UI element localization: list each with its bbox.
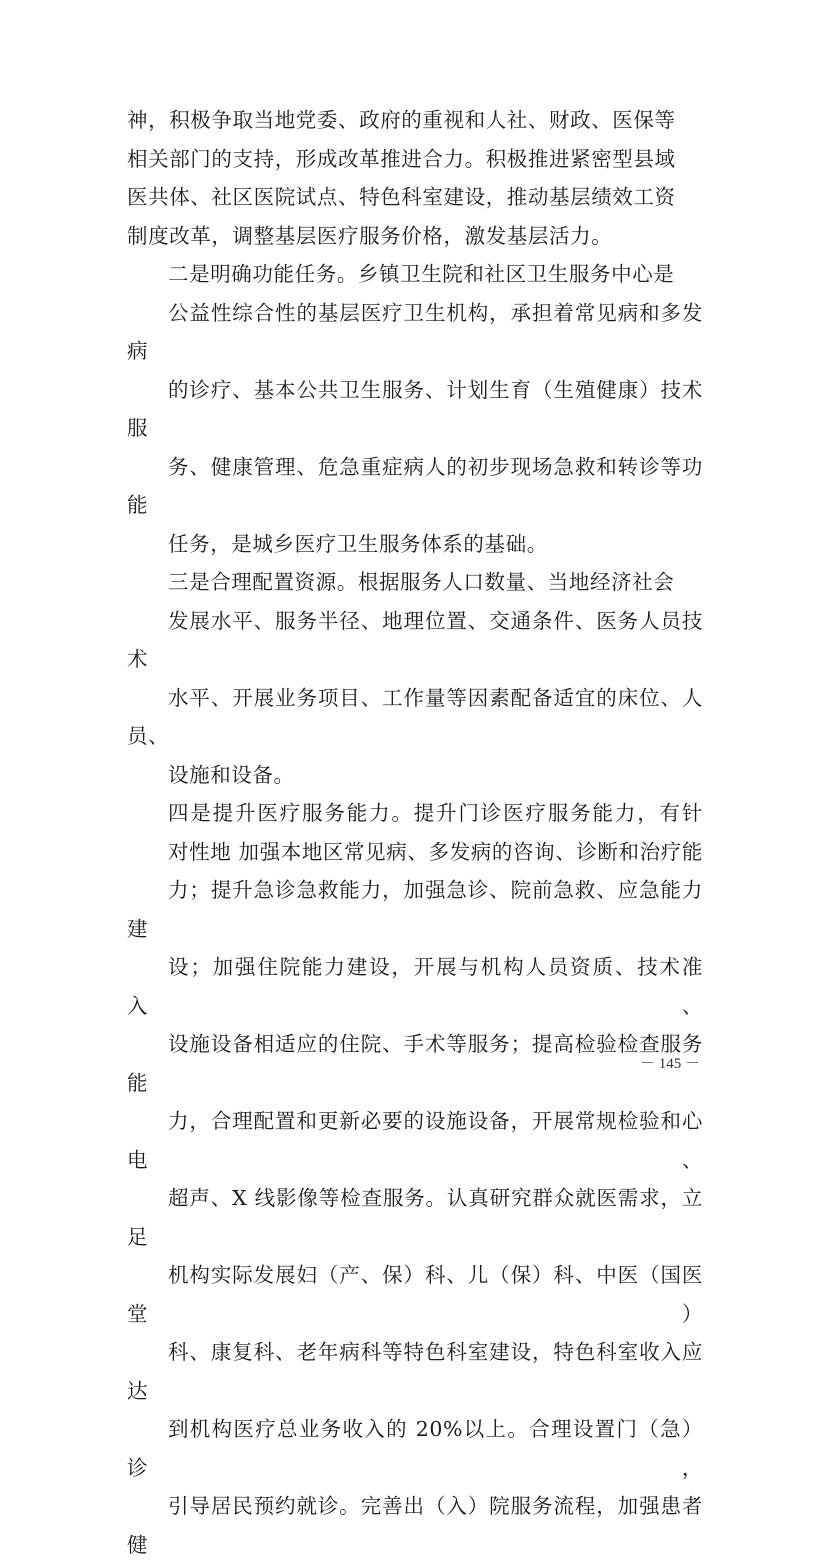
text-line: 发展水平、服务半径、地理位置、交通条件、医务人员技术	[127, 608, 703, 671]
text-line: 的诊疗、基本公共卫生服务、计划生育（生殖健康）技术服	[127, 377, 703, 440]
text-line: 力，合理配置和更新必要的设施设备，开展常规检验和心电、	[127, 1109, 703, 1172]
text-line: 三是合理配置资源。根据服务人口数量、当地经济社会	[168, 570, 675, 594]
text-line: 四是提升医疗服务能力。提升门诊医疗服务能力，有针	[168, 801, 703, 825]
text-line: 务、健康管理、危急重症病人的初步现场急救和转诊等功能	[127, 454, 703, 517]
text-line: 设施设备相适应的住院、手术等服务；提高检验检查服务能	[127, 1032, 703, 1095]
text-line: 科、康复科、老年病科等特色科室建设，特色科室收入应达	[127, 1340, 703, 1403]
paragraph-1	[127, 101, 703, 255]
text-line: 相关部门的支持，形成改革推进合力。积极推进紧密型县域	[127, 146, 676, 171]
text-line: 设；加强住院能力建设，开展与机构人员资质、技术准入、	[127, 955, 703, 1018]
text-line: 到机构医疗总业务收入的 20%以上。合理设置门（急）诊，	[127, 1417, 703, 1480]
page-number: － 145 －	[640, 1056, 701, 1072]
paragraph-2	[127, 255, 703, 563]
text-line: 机构实际发展妇（产、保）科、儿（保）科、中医（国医堂）	[127, 1263, 703, 1326]
text-line: 力；提升急诊急救能力，加强急诊、院前急救、应急能力建	[127, 878, 703, 941]
text-line: 医共体、社区医院试点、特色科室建设，推动基层绩效工资	[127, 185, 676, 209]
text-line: 二是明确功能任务。乡镇卫生院和社区卫生服务中心是	[168, 262, 675, 286]
text-line: 引导居民预约就诊。完善出（入）院服务流程，加强患者健	[127, 1494, 703, 1557]
text-line: 超声、X 线影像等检查服务。认真研究群众就医需求，立足	[127, 1186, 703, 1249]
text-line: 水平、开展业务项目、工作量等因素配备适宜的床位、人员、	[127, 685, 703, 748]
text-line: 任务，是城乡医疗卫生服务体系的基础。	[168, 531, 548, 556]
text-line: 神，积极争取当地党委、政府的重视和人社、财政、医保等	[127, 108, 676, 132]
text-line: 设施和设备。	[168, 762, 295, 787]
text-line: 制度改革，调整基层医疗服务价格，激发基层活力。	[127, 223, 613, 248]
paragraph-3	[127, 563, 703, 794]
paragraph-4	[127, 794, 703, 1564]
text-line: 公益性综合性的基层医疗卫生机构，承担着常见病和多发病	[127, 300, 703, 363]
text-line: 对性地 加强本地区常见病、多发病的咨询、诊断和治疗能	[168, 839, 703, 864]
body-text	[127, 101, 703, 1564]
